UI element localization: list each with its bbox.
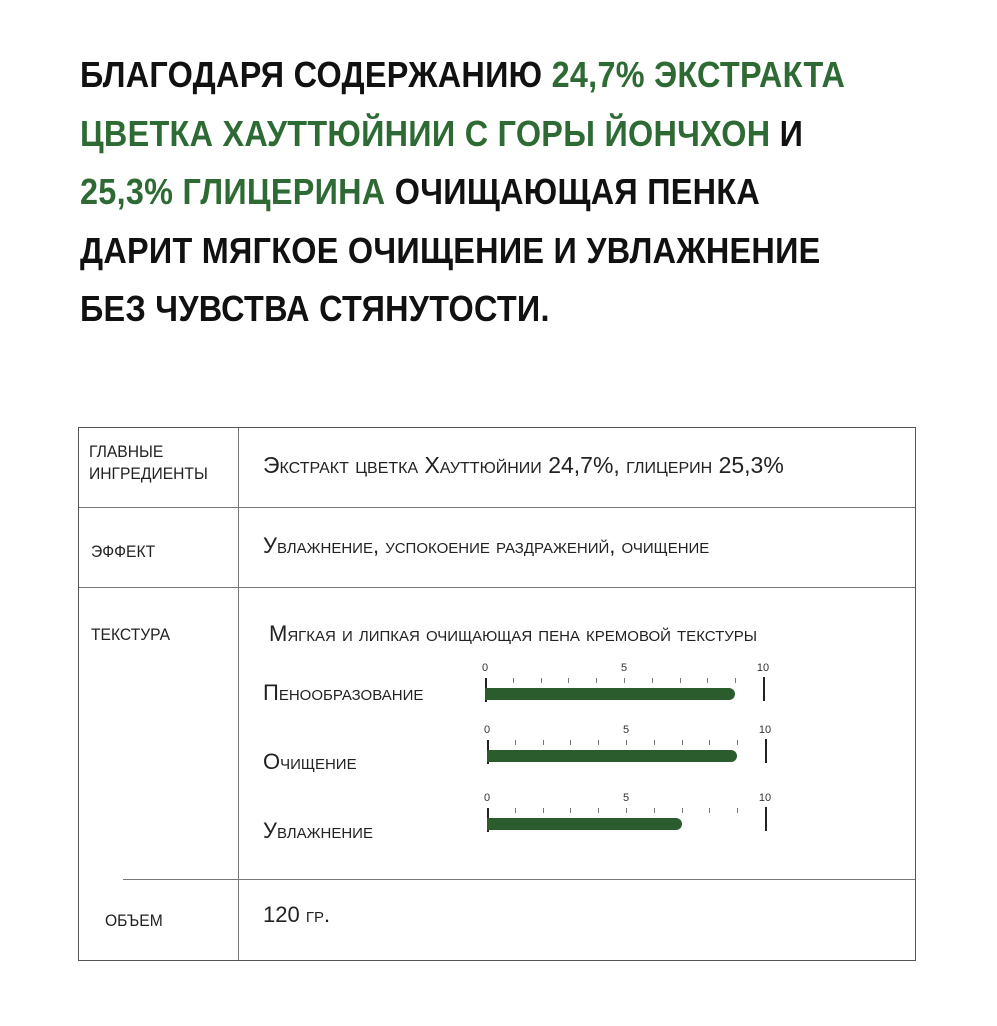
row-divider <box>79 587 915 588</box>
scale-tick <box>709 740 710 745</box>
scale-end-marker <box>763 677 765 701</box>
scale-tick <box>624 678 625 683</box>
scale-number: 5 <box>622 792 630 804</box>
scale-number: 0 <box>483 724 491 736</box>
scale-number: 0 <box>483 792 491 804</box>
effect-value: Увлажнение, успокоение раздражений, очищение <box>263 533 710 558</box>
headline-part-3: ОЧИЩАЮЩАЯ ПЕНКА ДАРИТ МЯГКОЕ ОЧИЩЕНИЕ И УВЛАЖНЕНИЕ БЕЗ ЧУВСТВА СТЯНУТОСТИ. <box>80 171 821 329</box>
spec-table <box>78 427 916 961</box>
headline-highlight-extract: 24,7% ЭКСТРАКТА ЦВЕТКА ХАУТТЮЙНИИ С ГОРЫ ЙОНЧХОН <box>80 54 846 154</box>
scale-tick <box>570 808 571 813</box>
volume-label: ОБЪЕМ <box>105 911 163 930</box>
rating-bar <box>487 818 682 830</box>
ingredients-label <box>89 441 208 485</box>
headline-part-2: И <box>770 112 804 154</box>
row-divider <box>123 879 915 880</box>
rating-scale <box>483 724 777 774</box>
texture-value: Мягкая и липкая очищающая пена кремовой текстуры <box>269 621 758 646</box>
scale-tick <box>515 740 516 745</box>
scale-tick <box>682 808 683 813</box>
scale-tick <box>654 808 655 813</box>
volume-value: 120 гр. <box>263 902 331 927</box>
ingredients-value: Экстракт цветка Хауттюйнии 24,7%, глицерин 25,3% <box>263 452 784 478</box>
ingredients-label-line1: ГЛАВНЫЕ <box>89 442 164 461</box>
scale-number: 10 <box>758 724 772 736</box>
rating-row-moisturizing <box>263 792 803 852</box>
effect-label: ЭФФЕКТ <box>91 542 156 561</box>
scale-end-marker <box>765 739 767 763</box>
scale-tick <box>570 740 571 745</box>
scale-tick <box>737 808 738 813</box>
scale-tick <box>568 678 569 683</box>
scale-tick <box>652 678 653 683</box>
scale-tick <box>596 678 597 683</box>
scale-tick <box>543 808 544 813</box>
scale-tick <box>541 678 542 683</box>
scale-number: 5 <box>620 662 628 674</box>
rating-scale <box>483 792 777 842</box>
headline-highlight-glycerin: 25,3% ГЛИЦЕРИНА <box>80 171 386 212</box>
scale-tick <box>626 808 627 813</box>
scale-number: 10 <box>758 792 772 804</box>
row-divider <box>79 507 915 508</box>
headline-part-1: БЛАГОДАРЯ СОДЕРЖАНИЮ <box>80 54 552 95</box>
scale-tick <box>654 740 655 745</box>
rating-row-foaming <box>263 662 803 722</box>
rating-label-moisturizing: Увлажнение <box>263 818 373 843</box>
scale-number: 10 <box>756 662 770 674</box>
scale-tick <box>626 740 627 745</box>
scale-tick <box>598 808 599 813</box>
scale-number: 0 <box>481 662 489 674</box>
scale-tick <box>515 808 516 813</box>
rating-row-cleansing <box>263 724 803 784</box>
scale-tick <box>735 678 736 683</box>
scale-tick <box>707 678 708 683</box>
rating-label-foaming: Пенообразование <box>263 680 424 705</box>
rating-bar <box>485 688 735 700</box>
scale-end-marker <box>765 807 767 831</box>
rating-bar <box>487 750 737 762</box>
headline <box>80 46 872 339</box>
scale-tick <box>513 678 514 683</box>
scale-tick <box>737 740 738 745</box>
texture-label: ТЕКСТУРА <box>91 625 171 644</box>
scale-tick <box>598 740 599 745</box>
scale-tick <box>709 808 710 813</box>
ingredients-label-line2: ИНГРЕДИЕНТЫ <box>89 464 208 483</box>
scale-tick <box>680 678 681 683</box>
scale-tick <box>682 740 683 745</box>
scale-tick <box>543 740 544 745</box>
rating-scale <box>481 662 775 712</box>
rating-label-cleansing: Очищение <box>263 749 357 774</box>
scale-number: 5 <box>622 724 630 736</box>
